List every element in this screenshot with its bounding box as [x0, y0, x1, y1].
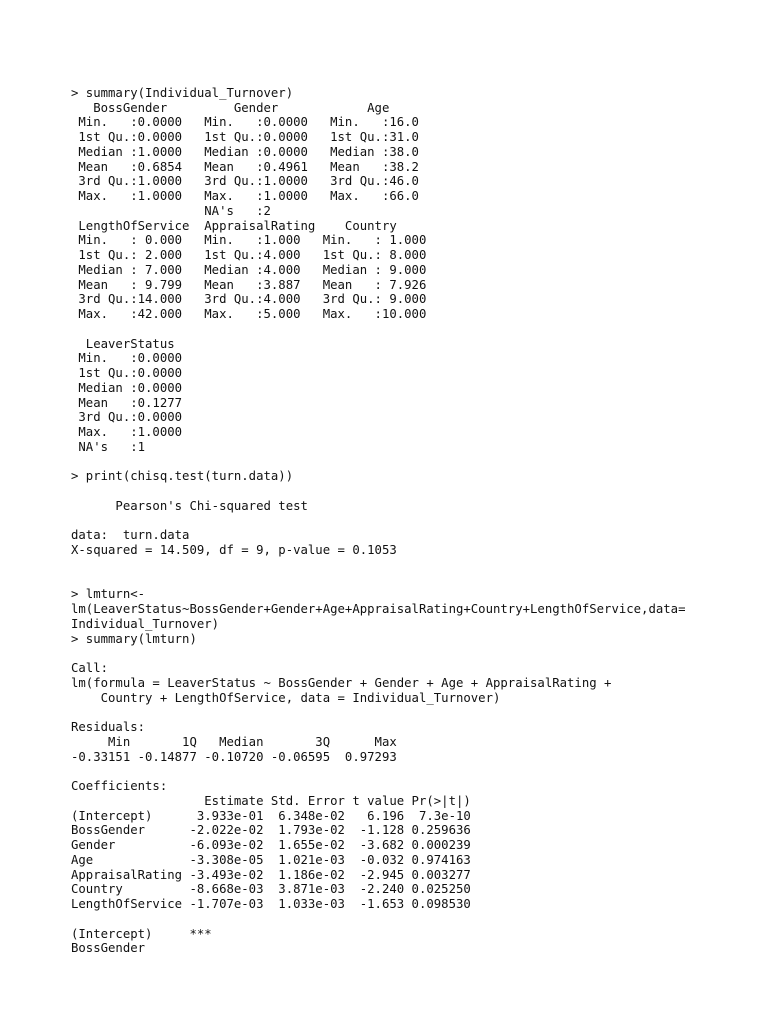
console-line: Max. :42.000 Max. :5.000 Max. :10.000	[71, 307, 442, 321]
console-line	[71, 764, 751, 779]
console-line: Min 1Q Median 3Q Max	[71, 734, 405, 749]
r-console-output	[71, 71, 751, 956]
console-line: 3rd Qu.:0.0000	[71, 410, 197, 425]
console-line: Min. :0.0000	[71, 351, 197, 366]
console-line: Median :0.0000	[71, 380, 197, 395]
console-line: AppraisalRating -3.493e-02 1.186e-02 -2.945 0.003277	[71, 867, 471, 882]
console-line	[71, 455, 751, 470]
console-line: (Intercept) 3.933e-01 6.348e-02 6.196 7.3e-10	[71, 808, 471, 823]
console-line: LeaverStatus	[71, 336, 190, 351]
console-line: Gender -6.093e-02 1.655e-02 -3.682 0.000239	[71, 838, 471, 852]
console-line	[71, 322, 751, 337]
console-line	[71, 912, 751, 927]
console-line: > summary(lmturn)	[71, 631, 197, 646]
console-line: Age -3.308e-05 1.021e-03 -0.032 0.974163	[71, 852, 471, 867]
console-line: Max. :1.0000	[71, 425, 197, 439]
console-line: 1st Qu.:0.0000 1st Qu.:0.0000 1st Qu.:31.0	[71, 130, 434, 144]
console-line: BossGender	[71, 941, 212, 956]
console-line: Mean :0.6854 Mean :0.4961 Mean :38.2	[71, 159, 434, 174]
console-line: lm(formula = LeaverStatus ~ BossGender + Gender + Age + AppraisalRating +	[71, 675, 619, 690]
console-line: Call:	[71, 661, 109, 675]
console-line	[71, 484, 751, 499]
console-line: Country -8.668e-03 3.871e-03 -2.240 0.025250	[71, 882, 471, 897]
console-line	[71, 71, 751, 86]
console-line: LengthOfService AppraisalRating Country	[71, 218, 434, 233]
console-line: 1st Qu.:0.0000	[71, 366, 197, 380]
console-line: Estimate Std. Error t value Pr(>|t|)	[71, 793, 471, 808]
console-line: Country + LengthOfService, data = Individual_Turnover)	[71, 690, 501, 705]
console-line: Residuals:	[71, 720, 146, 734]
console-line: LengthOfService -1.707e-03 1.033e-03 -1.653 0.098530	[71, 897, 471, 911]
console-line: > print(chisq.test(turn.data))	[71, 469, 294, 484]
console-line: NA's :2	[71, 203, 434, 218]
console-line: Coefficients:	[71, 779, 168, 793]
console-line	[71, 705, 751, 720]
console-line: Median : 7.000 Median :4.000 Median : 9.000	[71, 262, 442, 277]
console-line: Mean : 9.799 Mean :3.887 Mean : 7.926	[71, 277, 442, 292]
console-line: X-squared = 14.509, df = 9, p-value = 0.1053	[71, 543, 397, 557]
console-line: data: turn.data	[71, 528, 190, 543]
console-line	[71, 646, 751, 661]
console-line: > lmturn<-	[71, 587, 146, 602]
console-line: > summary(Individual_Turnover)	[71, 85, 294, 100]
console-line: 1st Qu.: 2.000 1st Qu.:4.000 1st Qu.: 8.000	[71, 248, 442, 262]
console-line: lm(LeaverStatus~BossGender+Gender+Age+AppraisalRating+Country+LengthOfService,data=	[71, 602, 686, 616]
console-line: 3rd Qu.:1.0000 3rd Qu.:1.0000 3rd Qu.:46.0	[71, 174, 434, 189]
console-line: Min. :0.0000 Min. :0.0000 Min. :16.0	[71, 115, 434, 130]
console-line: BossGender -2.022e-02 1.793e-02 -1.128 0.259636	[71, 823, 471, 838]
console-line: NA's :1	[71, 439, 197, 454]
console-line: (Intercept) ***	[71, 926, 212, 941]
console-line	[71, 573, 751, 588]
console-line: Individual_Turnover)	[71, 616, 220, 631]
console-line: -0.33151 -0.14877 -0.10720 -0.06595 0.97293	[71, 749, 405, 764]
console-line: Mean :0.1277	[71, 395, 197, 410]
console-line	[71, 558, 751, 573]
console-line	[71, 514, 751, 529]
console-line: Max. :1.0000 Max. :1.0000 Max. :66.0	[71, 189, 434, 203]
console-line: BossGender Gender Age	[71, 100, 434, 115]
console-line: Min. : 0.000 Min. :1.000 Min. : 1.000	[71, 233, 442, 248]
console-line: Median :1.0000 Median :0.0000 Median :38.0	[71, 144, 434, 159]
console-line: 3rd Qu.:14.000 3rd Qu.:4.000 3rd Qu.: 9.000	[71, 292, 442, 307]
console-line: Pearson's Chi-squared test	[71, 498, 308, 513]
